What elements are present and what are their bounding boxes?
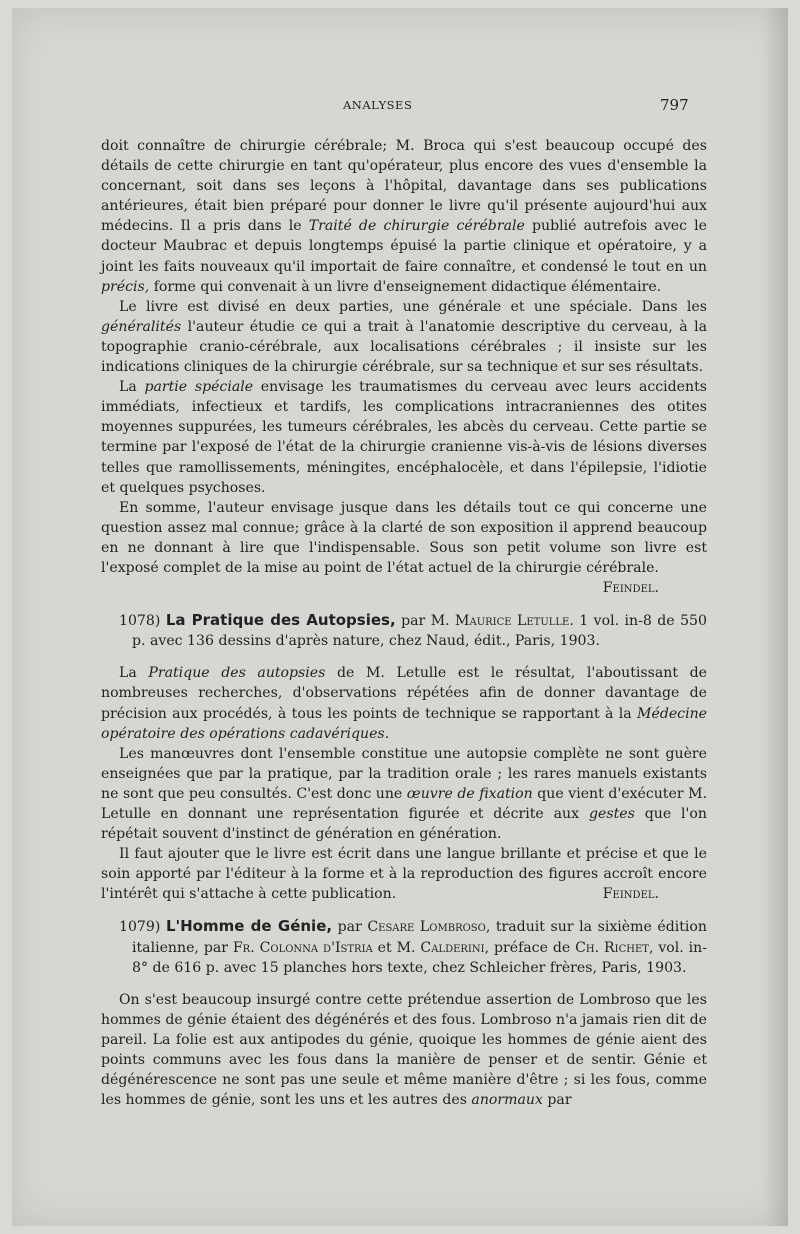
text: , traduit sur la sixième édition italienne, par	[132, 919, 707, 956]
text: l'auteur étudie ce qui a trait à l'anatomie descriptive du cerveau, à la topographie cranio-cérébrale, aux localisations cérébrales ; il insiste sur les indications cliniques de la chirurgie cérébrale, sur sa technique et sur ses résultats.	[101, 318, 707, 376]
entry-title: L'Homme de Génie,	[165, 917, 333, 936]
scanned-page	[12, 8, 788, 1226]
text: Le livre est divisé en deux parties, une générale et une spéciale. Dans les	[119, 298, 707, 315]
translator-name: Calderini	[420, 939, 485, 956]
text: envisage les traumatismes du cerveau avec leurs accidents immédiats, infectieux et tardifs, les complications intracraniennes des otites moyennes suppurées, les tumeurs cérébrales, les abcès du cerveau. Cette partie se termine par l'exposé de l'état de la chirurgie cranienne vis-à-vis de lésions diverses telles que ramollissements, méningites, encéphalocèle, et dans l'épilepsie, l'idiotie et quelques psychoses.	[101, 379, 707, 496]
page-number: 797	[660, 96, 689, 114]
entry-1078-paragraph-2	[101, 744, 707, 844]
text: par M.	[401, 613, 450, 630]
entry-1078-paragraph-1	[101, 663, 707, 743]
text: que vient d'exécuter M. Letulle en donnant une représentation figurée et décrite aux	[101, 785, 707, 822]
entry-1079-heading	[101, 916, 707, 977]
entry-1079-paragraph-1	[101, 990, 707, 1111]
translator-name: Fr. Colonna d'Istria	[232, 939, 373, 956]
book-title: Pratique des autopsies	[148, 665, 326, 682]
emphasis: précis,	[101, 278, 150, 295]
entry-1078-paragraph-3	[101, 844, 707, 904]
text: que l'on répétait souvent d'instinct de génération en génération.	[101, 806, 707, 843]
emphasis: œuvre de fixation	[406, 785, 533, 802]
review1-paragraph-2	[101, 297, 707, 377]
text: On s'est beaucoup insurgé contre cette prétendue assertion de Lombroso que les hommes de génie étaient des dégénérés et des fous. Lombroso n'a jamais rien dit de pareil. La folie est aux antipodes du génie, quoique les hommes de génie aient des points communs avec les fous dans la manière de penser et de sentir. Génie et dégénérescence ne sont pas une seule et même manière d'être ; si les fous, comme les hommes de génie, sont les uns et les autres des	[101, 991, 707, 1109]
author-name: Cesare Lombroso	[367, 919, 486, 936]
preface-author: Ch. Richet	[575, 939, 649, 956]
entry-number: 1079)	[119, 919, 161, 936]
entry-number: 1078)	[119, 613, 161, 630]
text: La	[119, 379, 137, 396]
entry-title: La Pratique des Autopsies,	[165, 611, 396, 630]
text: forme qui convenait à un livre d'enseignement didactique élémentaire.	[153, 278, 662, 295]
text: doit connaître de chirurgie cérébrale; M. Broca qui s'est beaucoup occupé des détails de cette chirurgie en tant qu'opérateur, plus encore des vues d'ensemble la concernant, soit dans ses leçons à l'hôpital, davantage dans ses publications antérieures, était bien préparé pour donner le livre qu'il présente aujourd'hui aux médecins. Il a pris dans le	[101, 138, 707, 235]
text: , préface de	[484, 939, 571, 956]
reviewer-signature: Feindel.	[602, 886, 659, 903]
text: En somme, l'auteur envisage jusque dans les détails tout ce qui concerne une question assez mal connue; grâce à la clarté de son exposition il apprend beaucoup en ne donnant à lire que l'indispensable. Sous son petit volume son livre est l'exposé complet de la mise au point de l'état actuel de la chirurgie cérébrale.	[101, 499, 707, 576]
text: de M. Letulle est le résultat, l'aboutissant de nombreuses recherches, d'observations répétées afin de donner davantage de précision aux procédés, à tous les points de technique se rapportant à la	[101, 665, 707, 722]
review1-paragraph-1	[101, 136, 707, 297]
page-header	[12, 96, 788, 118]
author-name: Maurice Letulle	[455, 613, 570, 630]
publication-details: . 1 vol. in-8 de 550 p. avec 136 dessins d'après nature, chez Naud, édit., Paris, 1903.	[132, 613, 707, 650]
emphasis: partie spéciale	[144, 379, 254, 396]
page-body	[101, 136, 707, 1110]
running-head: ANALYSES	[343, 98, 413, 112]
publication-details: , vol. in-8° de 616 p. avec 15 planches hors texte, chez Schleicher frères, Paris, 1903.	[132, 939, 708, 976]
text: Les manœuvres dont l'ensemble constitue une autopsie complète ne sont guère enseignées que par la pratique, par la tradition orale ; les rares manuels existants ne sont que peu consultés. C'est donc une	[101, 745, 707, 802]
emphasis: gestes	[588, 806, 635, 822]
entry-1078-heading	[101, 610, 707, 651]
text: par	[547, 1092, 572, 1109]
text: par	[337, 919, 362, 936]
review1-signature-line	[101, 578, 707, 598]
review1-paragraph-3	[101, 377, 707, 498]
text: et M.	[377, 939, 416, 956]
text: La	[119, 665, 137, 682]
text: publié autrefois avec le docteur Maubrac et depuis longtemps épuisé la partie clinique et opératoire, y a joint les faits nouveaux qu'il importait de faire connaître, et condensé le tout en un	[101, 218, 708, 275]
reviewer-signature: Feindel.	[602, 580, 659, 597]
emphasis: Médecine opératoire des opérations cadavériques.	[101, 705, 707, 742]
book-title: Traité de chirurgie cérébrale	[308, 218, 525, 235]
text: Il faut ajouter que le livre est écrit dans une langue brillante et précise et que le soin apporté par l'éditeur à la forme et à la reproduction des figures accroît encore l'intérêt qui s'attache à cette publication.	[101, 846, 707, 903]
page-edge-shadow	[762, 8, 788, 1226]
emphasis: anormaux	[471, 1092, 543, 1109]
emphasis: généralités	[101, 318, 182, 335]
review1-paragraph-4	[101, 498, 707, 578]
